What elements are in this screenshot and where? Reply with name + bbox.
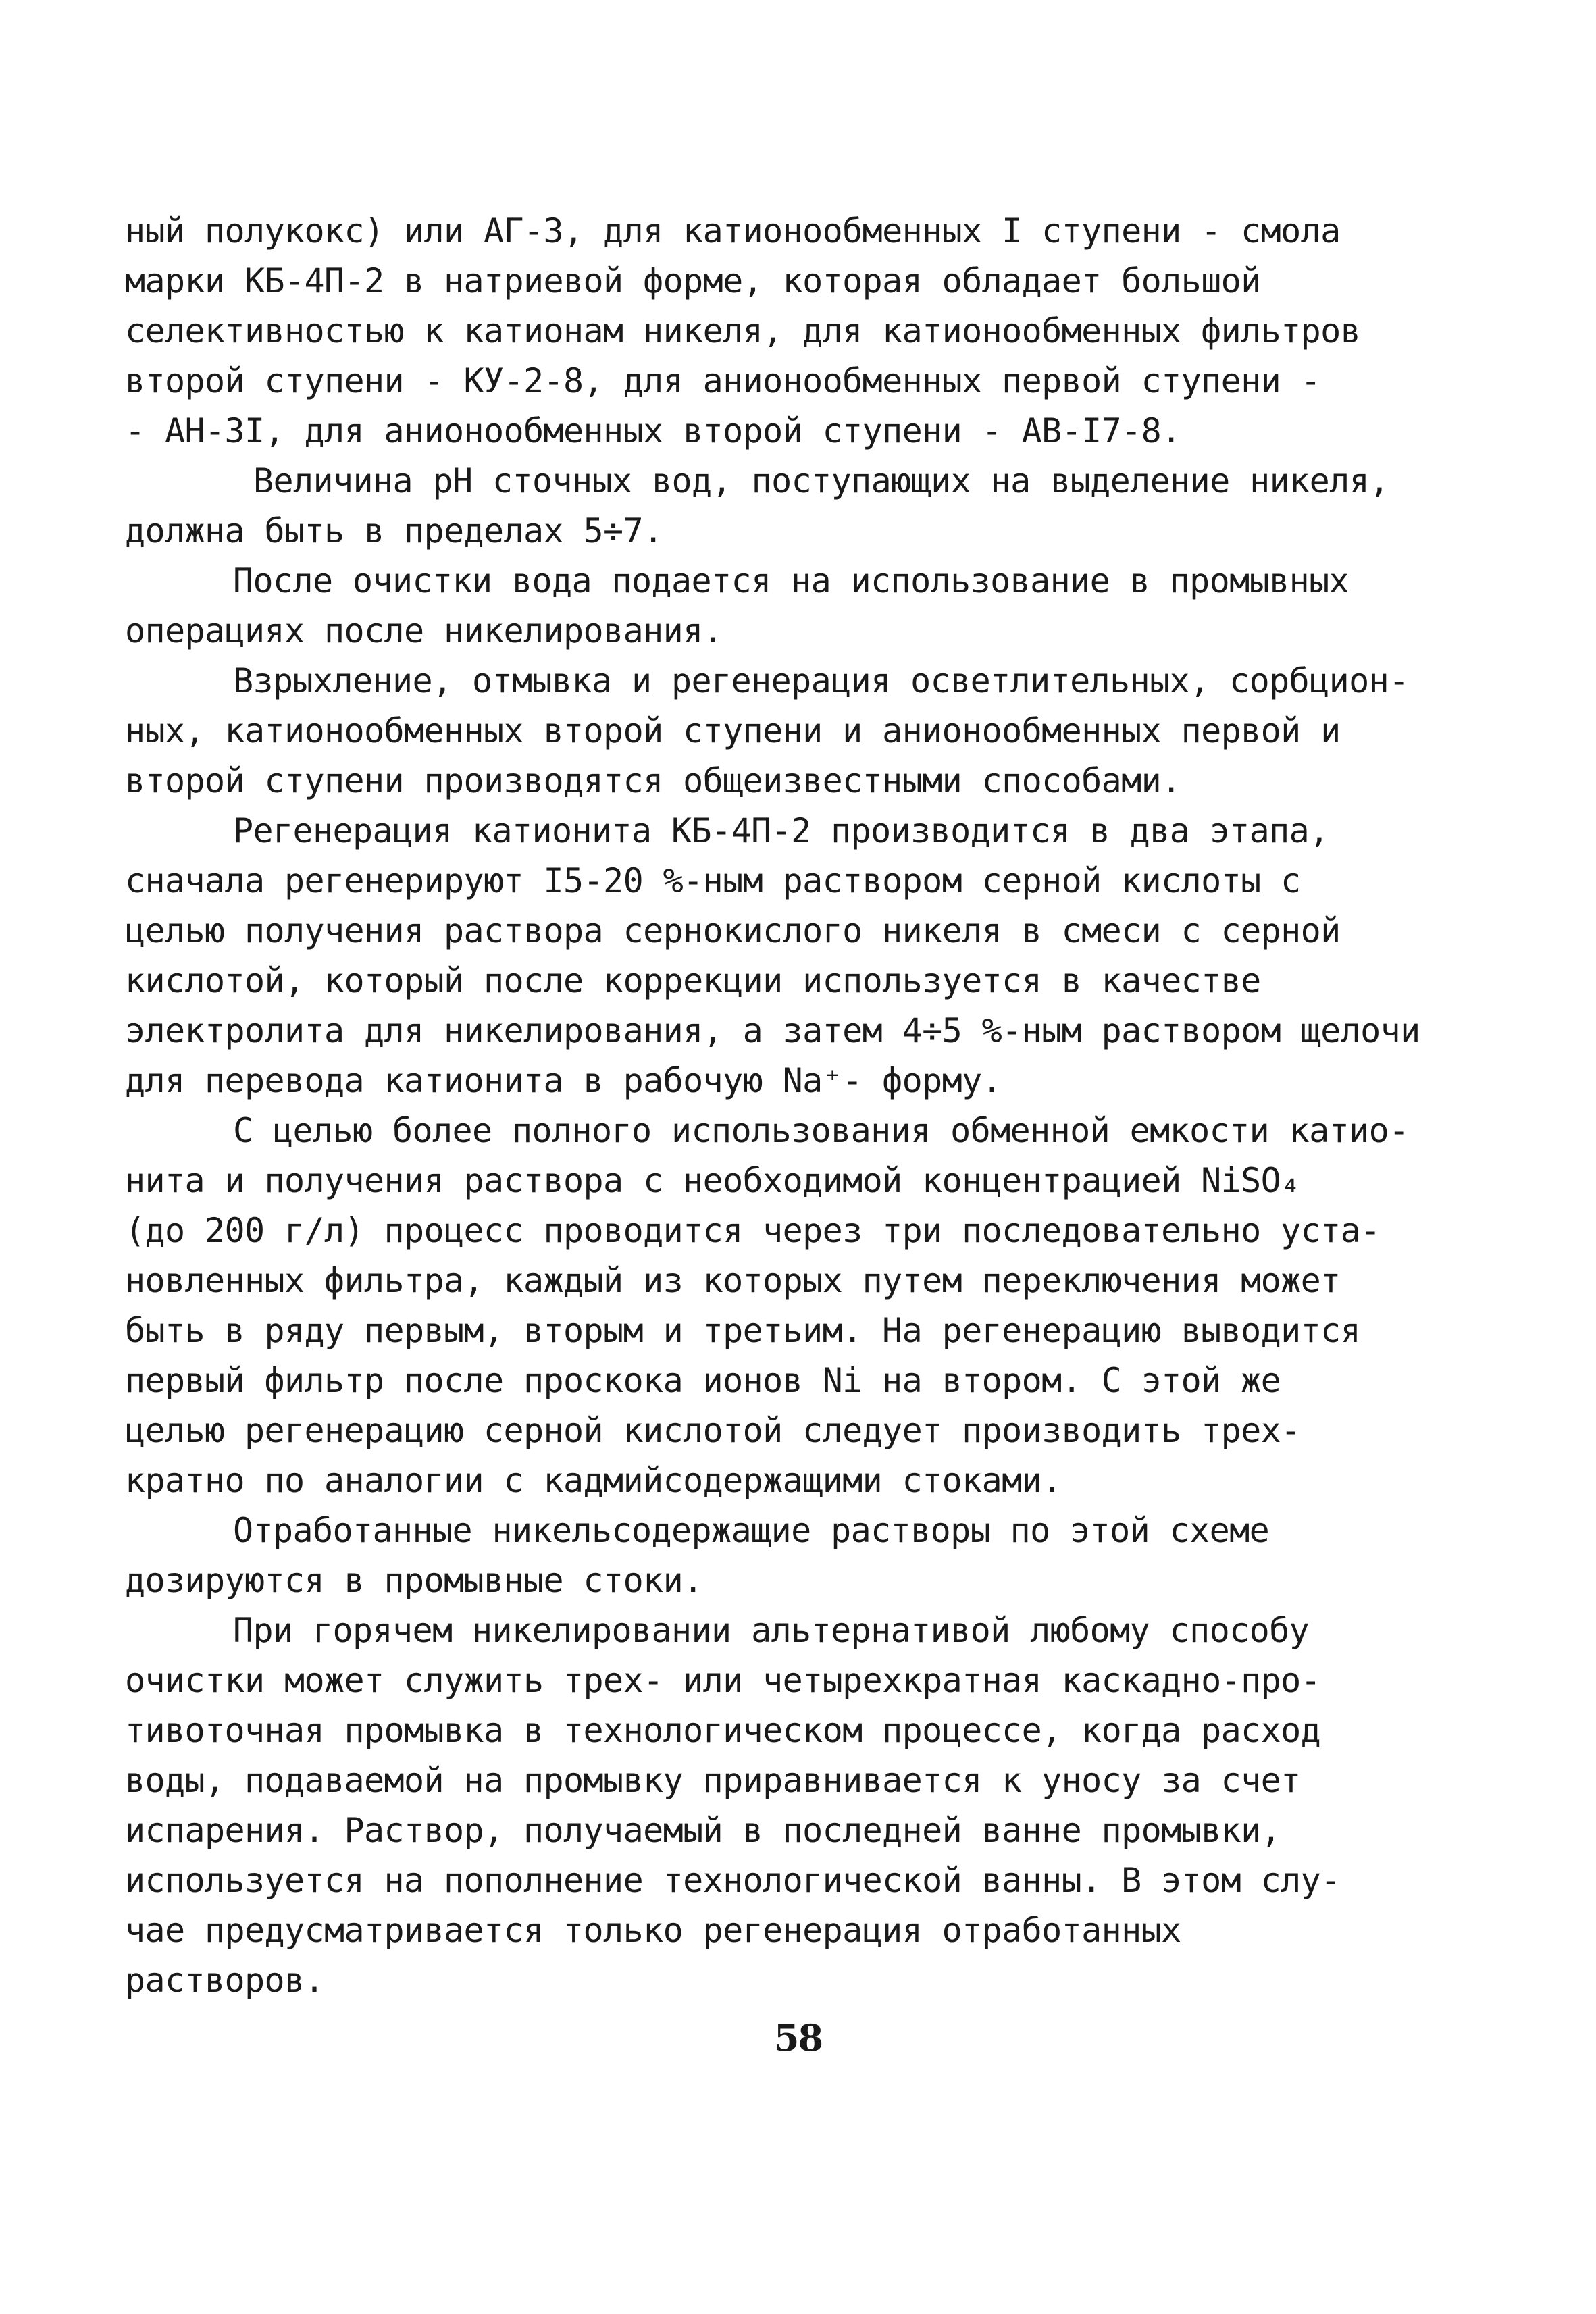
paragraph-first-line: После очистки вода подается на использование в промывных xyxy=(233,561,1349,600)
text-line: кислотой, который после коррекции используется в качестве xyxy=(125,961,1261,1000)
text-line: второй ступени - КУ-2-8, для анионообменных первой ступени - xyxy=(125,361,1321,401)
paragraph-first-line: Отработанные никельсодержащие растворы по этой схеме xyxy=(233,1511,1270,1550)
text-line: должна быть в пределах 5÷7. xyxy=(125,511,663,550)
text-line: дозируются в промывные стоки. xyxy=(125,1561,703,1600)
text-line: электролита для никелирования, а затем 4÷5 %-ным раствором щелочи xyxy=(125,1011,1420,1050)
text-line: второй ступени производятся общеизвестными способами. xyxy=(125,761,1181,800)
paragraph-first-line: При горячем никелировании альтернативой любому способу xyxy=(233,1611,1310,1650)
text-line: растворов. xyxy=(125,1961,325,2000)
paragraph-first-line: Взрыхление, отмывка и регенерация осветлительных, сорбцион- xyxy=(233,661,1409,700)
text-line: сначала регенерируют I5-20 %-ным раствором серной кислоты с xyxy=(125,861,1301,900)
paragraph-first-line: С целью более полного использования обменной емкости катио- xyxy=(233,1111,1409,1150)
text-line: используется на пополнение технологической ванны. В этом слу- xyxy=(125,1861,1341,1900)
text-line: испарения. Раствор, получаемый в последней ванне промывки, xyxy=(125,1811,1281,1850)
text-line: первый фильтр после проскока ионов Ni на втором. С этой же xyxy=(125,1361,1281,1400)
text-line: кратно по аналогии с кадмийсодержащими стоками. xyxy=(125,1461,1062,1500)
text-line: - АН-3I, для анионообменных второй ступени - АВ-I7-8. xyxy=(125,411,1181,451)
text-line: марки КБ-4П-2 в натриевой форме, которая обладает большой xyxy=(125,261,1261,301)
document-body xyxy=(125,206,1483,2005)
text-line: ных, катионообменных второй ступени и анионообменных первой и xyxy=(125,711,1341,750)
paragraph-first-line: Величина рН сточных вод, поступающих на выделение никеля, xyxy=(253,461,1389,500)
text-line: очистки может служить трех- или четырехкратная каскадно-про- xyxy=(125,1661,1321,1700)
text-line: тивоточная промывка в технологическом процессе, когда расход xyxy=(125,1711,1321,1750)
paragraph-first-line: Регенерация катионита КБ-4П-2 производится в два этапа, xyxy=(233,811,1329,850)
text-line: быть в ряду первым, вторым и третьим. На регенерацию выводится xyxy=(125,1311,1361,1350)
text-line: для перевода катионита в рабочую Na⁺- форму. xyxy=(125,1061,1002,1100)
text-line: чае предусматривается только регенерация отработанных xyxy=(125,1911,1181,1950)
text-line: ный полукокс) или АГ-3, для катионообменных I ступени - смола xyxy=(125,211,1341,251)
text-line: новленных фильтра, каждый из которых путем переключения может xyxy=(125,1261,1341,1300)
text-line: селективностью к катионам никеля, для катионообменных фильтров xyxy=(125,311,1361,351)
text-line: воды, подаваемой на промывку приравнивается к уносу за счет xyxy=(125,1761,1301,1800)
text-line: целью регенерацию серной кислотой следует производить трех- xyxy=(125,1411,1301,1450)
text-line: нита и получения раствора с необходимой концентрацией NiSO₄ xyxy=(125,1161,1301,1200)
text-line: целью получения раствора сернокислого никеля в смеси с серной xyxy=(125,911,1341,950)
page-number: 58 xyxy=(773,2016,823,2059)
text-line: операциях после никелирования. xyxy=(125,611,723,650)
text-line: (до 200 г/л) процесс проводится через три последовательно уста- xyxy=(125,1211,1381,1250)
